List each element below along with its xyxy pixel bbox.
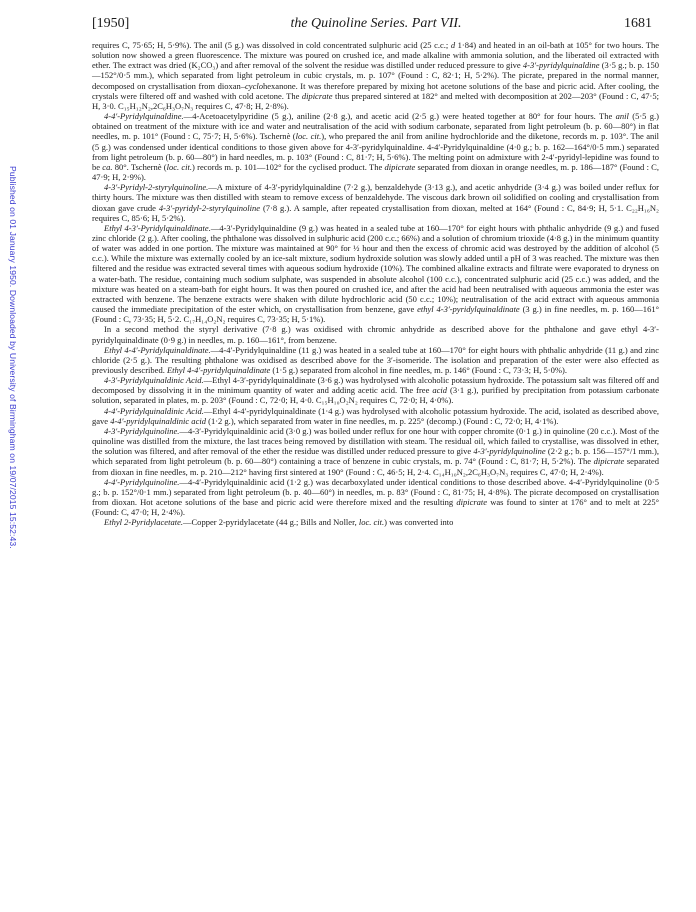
paragraph bbox=[92, 477, 659, 518]
italic-run: 4-3′-pyridyl-2-styrylquinoline bbox=[158, 202, 261, 213]
italic-run: loc. cit. bbox=[295, 131, 322, 142]
text-run: separated from dioxan in orange needles, m. p. 186—187° (Found : C, 47·9; H, 2·9%). bbox=[92, 161, 659, 183]
paragraph bbox=[92, 375, 659, 405]
italic-run: 4-3′-pyridylquinoline bbox=[473, 446, 546, 457]
download-notice bbox=[6, 70, 18, 910]
paragraph bbox=[92, 345, 659, 375]
text-run: (3·1 g.), purified by precipitation from potassium carbonate solution, separated in plates, m. p. 203° (Found : C, 72·0; H, 4·0. C₁₅H₁₀O₂N₂ requires C, 72·0; H, 4·0%). bbox=[92, 385, 659, 406]
paragraph bbox=[92, 182, 659, 223]
text-run: ), who prepared the anil from aniline hydrochloride and the diketone, records m. p. 103°. The anil (5 g.) was condensed under identical conditions to those given above for 4-3′-pyridylquinaldine. 4-4′-Pyridylquinaldine (4·0 g.; b. p. 162—164°/0·5 mm.) separated from light petroleum (b. p. 60—80°) in hard needles, m. p. 103° (Found : C, 81·7; H, 5·6%). The melting point on admixture with 2-4′-pyridyl-lepidine was found to be bbox=[92, 131, 660, 172]
text-run: (5·5 g.) obtained on treatment of the mixture with ice and water and neutralisation of the acid with sodium carbonate, separated from light petroleum (b. p. 60—80°) in flat needles, m. p. 101° (Found : C, 75·7; H, 5·6%). Tschernè ( bbox=[92, 111, 660, 142]
text-run: (7·8 g.). A sample, after repeated crystallisation from dioxan, melted at 164° (Found : C, 84·9; H, 5·1. C₂₂H₁₆N₂ requires C, 85·6; H, 5·2%). bbox=[92, 202, 659, 223]
italic-run: dipicrate bbox=[384, 161, 416, 172]
text-run: —A mixture of 4-3′-pyridylquinaldine (7·2 g.), benzaldehyde (3·13 g.), and acetic anhydride (3·4 g.) was boiled under reflux for thirty hours. The mixture was then distilled with steam to remove excess of benzaldehyde. The viscous dark brown oil solidified on cooling and crystallisation from dioxan gave crude bbox=[92, 182, 659, 213]
italic-run: ethyl 4-3′-pyridylquinaldinate bbox=[417, 304, 520, 315]
italic-run: 4-3′-Pyridylquinoline. bbox=[104, 425, 180, 436]
italic-run: 4-4′-Pyridylquinaldine. bbox=[104, 111, 184, 122]
text-run: —Ethyl 4-4′-pyridylquinaldinate (1·4 g.) was hydrolysed with alcoholic potassium hydroxide. The acid, isolated as described above, gave bbox=[92, 405, 659, 426]
paragraph bbox=[92, 406, 659, 426]
header-title: the Quinoline Series. Part VII. bbox=[290, 16, 462, 31]
italic-run: Ethyl 4-3′-Pyridylquinaldinate. bbox=[104, 222, 211, 233]
text-run: —Copper 2-pyridylacetate (44 g.; Bills and Noller, bbox=[182, 517, 359, 528]
text-run: (3 g.) in fine needles, m. p. 160—161° (Found : C, 73·35; H, 5·2. C₁₇H₁₄O₂N₂ requires C, 73·35; H, 5·1%). bbox=[92, 304, 659, 325]
italic-run: ca. bbox=[102, 161, 113, 172]
paragraph bbox=[92, 517, 659, 527]
text-run: —4-4′-Pyridylquinaldinic acid (1·2 g.) was decarboxylated under identical conditions to those described above. 4-4′-Pyridylquinoline (0·5 g.; b. p. 152°/0·1 mm.) separated from light petroleum (b. p. 40—60°) in needles, m. p. 83° (Found : C, 81·75; H, 4·8%). The picrate decomposed on crystallisation from dioxan. Hot acetone solutions of the base and picric acid were therefore mixed and the resulting bbox=[92, 476, 659, 508]
text-run: —4-Acetoacetylpyridine (5 g.), aniline (2·8 g.), and acetic acid (2·5 g.) were heated together at 80° for four hours. The bbox=[183, 111, 616, 122]
text-run: 80°. Tschernè ( bbox=[112, 161, 167, 172]
text-run: —Ethyl 4-3′-pyridylquinaldinate (3·6 g.) was hydrolysed with alcoholic potassium hydroxide. The potassium salt was filtered off and decomposed by dissolving it in the minimum quantity of water and adding acetic acid. The free bbox=[92, 375, 660, 396]
italic-run: Ethyl 4-4′-Pyridylquinaldinate. bbox=[104, 344, 211, 355]
italic-run: 4-4′-pyridylquinaldinic acid bbox=[110, 415, 206, 426]
italic-run: cyclo bbox=[245, 80, 263, 91]
header-page-number: 1681 bbox=[624, 16, 652, 31]
download-notice-text: Published on 01 January 1950. Downloaded by University of Birmingham on 19/07/2015 15:52:43. bbox=[8, 166, 18, 549]
italic-run: 4-3′-Pyridylquinaldinic Acid. bbox=[104, 375, 204, 386]
italic-run: dipicrate bbox=[456, 497, 488, 508]
text-run: —4-3′-Pyridylquinaldine (9 g.) was heated in a sealed tube at 160—170° for eight hours with phthalic anhydride (9 g.) and fused zinc chloride (2 g.). After cooling, the phthalone was dissolved in sulphuric acid (200 c.c.; 66%) and a solution of chromium trioxide (4·8 g.) in the minimum quantity of water was added in one portion. The mixture was maintained at 90° for ½ hour and then the excess of chromic acid was destroyed by the addition of alcohol (5 c.c.). While the mixture was externally cooled by an ice-salt mixture, sodium hydroxide solution was slowly added until a pH of 3 was reached. The mixture was then filtered and the residue was extracted several times with aqueous sodium hydroxide (10%). The combined alkaline extracts and filtrate were evaporated to dryness on a water-bath. The residue, containing much sodium sulphate, was suspended in absolute alcohol (100 c.c.), concentrated sulphuric acid (25 c.c.) was added, and the mixture was heated on a steam-bath for eight hours. It was then poured on crushed ice, and after the acid had been neutralised with aqueous ammonia the ester was extracted with benzene. The benzene extracts were shaken with dilute hydrochloric acid (50 c.c.; 10%); neutralisation of the acid extract with aqueous ammonia caused the immediate precipitation of the ester which, on crystallisation from benzene, gave bbox=[92, 222, 659, 315]
italic-run: anil bbox=[615, 111, 629, 122]
italic-run: Ethyl 4-4′-pyridylquinaldinate bbox=[166, 365, 271, 375]
italic-run: 4-4′-Pyridylquinoline. bbox=[104, 476, 180, 487]
text-run: In a second method the styryl derivative (7·8 g.) was oxidised with chromic anhydride as described above for the phthalone and gave ethyl 4-3′-pyridylquinaldinate (0·9 g.) in needles, m. p. 160—161°, from benzene. bbox=[92, 324, 659, 345]
text-run: (2·2 g.; b. p. 156—157°/1 mm.), which separated from light petroleum (b. p. 60—80°) containing a trace of benzene in cubic crystals, m. p. 74° (Found : C, 81·7; H, 5·2%). The bbox=[92, 446, 659, 467]
italic-run: loc. cit. bbox=[358, 517, 385, 528]
italic-run: d bbox=[450, 40, 456, 50]
italic-run: 4-3′-Pyridyl-2-styrylquinoline. bbox=[104, 182, 209, 193]
italic-run: Ethyl 2-Pyridylacetate. bbox=[104, 517, 183, 528]
page-header bbox=[92, 12, 660, 36]
italic-run: loc. cit. bbox=[166, 161, 193, 172]
article-body bbox=[92, 40, 659, 528]
text-run: was found to sinter at 176° and to melt at 225° (Found: C, 47·0; H, 2·4%). bbox=[92, 497, 659, 518]
text-run: —4-4′-Pyridylquinaldine (11 g.) was heated in a sealed tube at 160—170° for eight hours with phthalic anhydride (11 g.) and zinc chloride (2·5 g.). The resulting phthalone was oxidised as described above for the 3′-isomeride. The isolation and preparation of the ester were also effected as previously described. bbox=[92, 344, 659, 375]
text-run: separated from dioxan in fine needles, m. p. 210—212° having first sintered at 190° (Found : C, 46·5; H, 2·4. C₁₄H₁₀N₂,2C₆H₃O₇N₃ requires C, 47·0; H, 2·4%). bbox=[92, 456, 659, 477]
paragraph bbox=[92, 111, 659, 182]
header-year: [1950] bbox=[92, 16, 130, 31]
text-run: (1·5 g.) separated from alcohol in fine needles, m. p. 146° (Found : C, 73·3; H, 5·0%). bbox=[270, 365, 567, 375]
text-run: (1·2 g.), which separated from water in fine needles, m. p. 225° (decomp.) (Found : C, 72·0; H, 4·1%). bbox=[205, 415, 559, 426]
italic-run: 4-3′-pyridylquinaldine bbox=[522, 60, 600, 71]
italic-run: dipicrate bbox=[593, 456, 625, 467]
paragraph bbox=[92, 40, 659, 111]
text-run: hexanone. It was therefore prepared by mixing hot acetone solutions of the base and picric acid. After cooling, the crystals were filtered off and washed with cold acetone. The bbox=[92, 80, 660, 101]
paragraph bbox=[92, 426, 659, 477]
text-run: ) records m. p. 101—102° for the cyclised product. The bbox=[192, 161, 385, 172]
italic-run: 4-4′-Pyridylquinaldinic Acid. bbox=[104, 405, 204, 416]
text-run: 1·84) and heated in an oil-bath at 105° for two hours. The solution now showed a green fluorescence. The mixture was poured on crushed ice, and made alkaline with ammonia solution, and the liberated oil extracted with ether. The extract was dried (K₂CO₃) and after removal of the solvent the residue was distilled under reduced pressure to give bbox=[92, 40, 659, 71]
text-run: requires C, 75·65; H, 5·9%). The anil (5 g.) was dissolved in cold concentrated sulphuric acid (25 c.c.; bbox=[92, 40, 451, 50]
italic-run: acid bbox=[432, 385, 448, 396]
text-run: ) was converted into bbox=[384, 517, 454, 528]
paragraph bbox=[92, 223, 659, 325]
paragraph bbox=[92, 324, 659, 344]
text-run: (3·5 g.; b. p. 150—152°/0·5 mm.), which separated from light petroleum in cubic crystals, m. p. 107° (Found : C, 82·1; H, 5·2%). The picrate, prepared in the normal manner, decomposed on crystallisation from dioxan– bbox=[92, 60, 659, 91]
text-run: —4-3′-Pyridylquinaldinic acid (3·0 g.) was boiled under reflux for one hour with copper chromite (0·1 g.) in quinoline (20 c.c.). Most of the quinoline was distilled from the mixture, the last traces being removed by distillation with steam. The residual oil, which failed to crystallise, was dissolved in ether, the solution was filtered, and after removal of the ether the residue was distilled under reduced pressure to give bbox=[92, 425, 659, 457]
text-run: thus prepared sintered at 182° and melted with decomposition at 202—203° (Found : C, 47·5; H, 3·0. C₁₅H₁₂N₂,2C₆H₃O₇N₃ requires C, 47·8; H, 2·8%). bbox=[92, 90, 659, 111]
italic-run: dipicrate bbox=[301, 90, 333, 101]
